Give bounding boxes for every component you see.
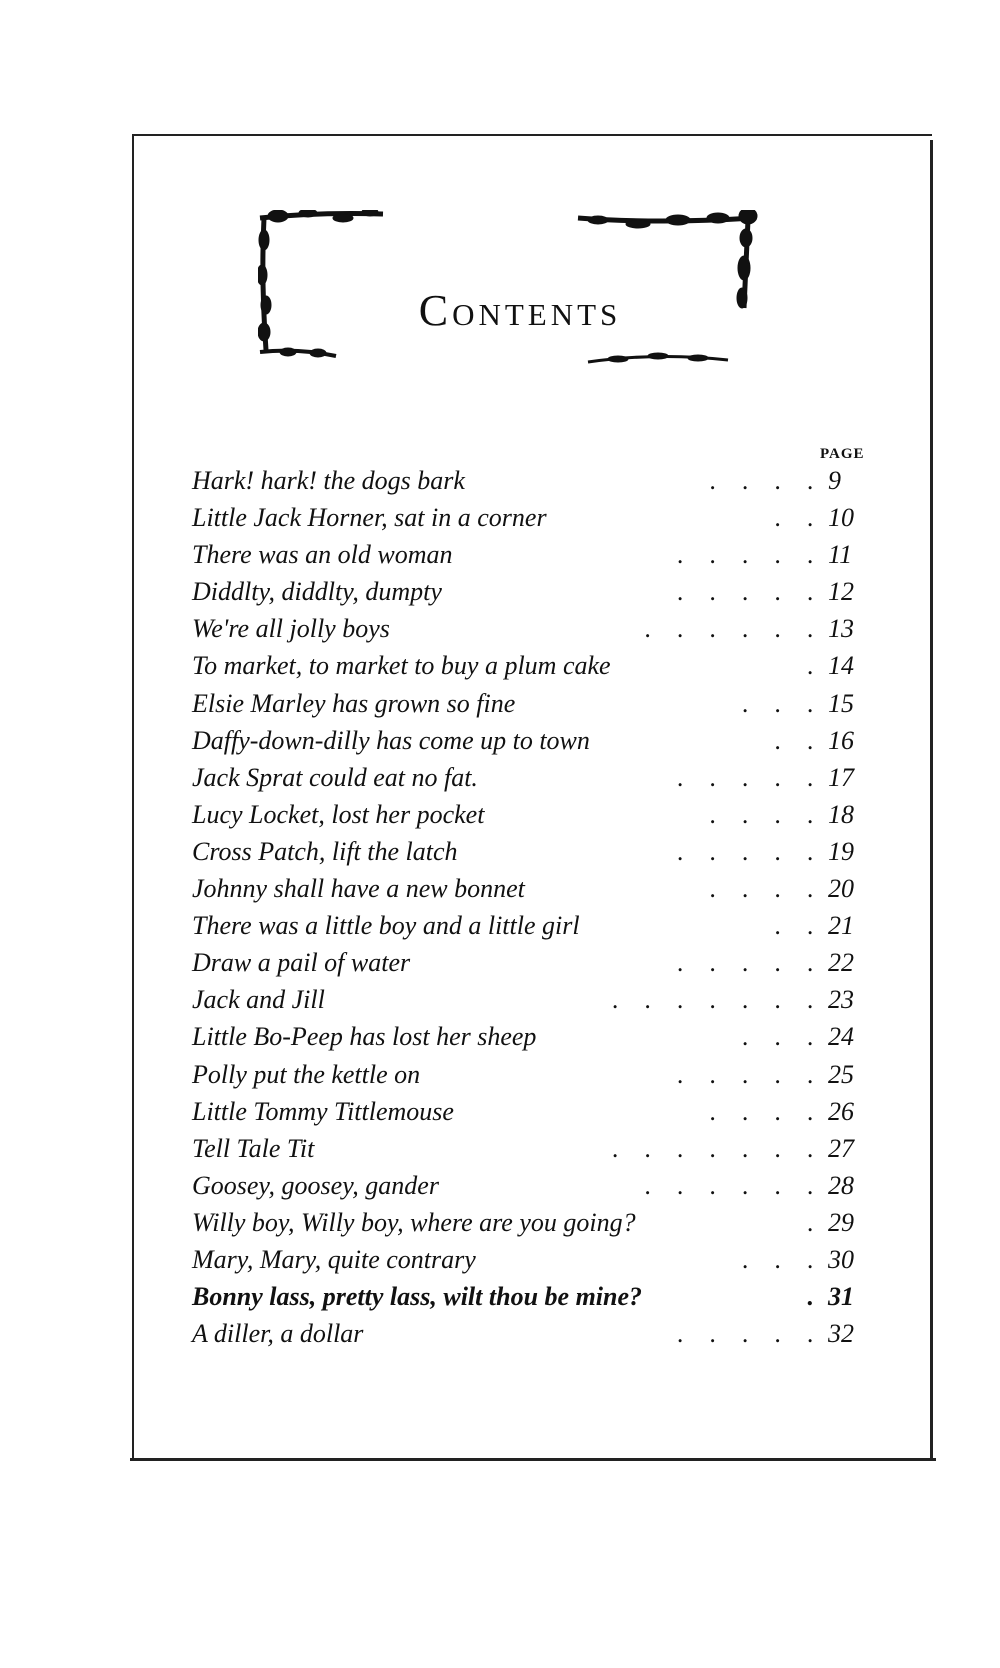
page-column-label: PAGE	[820, 446, 865, 462]
toc-entry[interactable]: Little Tommy Tittlemouse . . . . 26	[192, 1093, 880, 1130]
entry-title: There was an old woman	[192, 540, 453, 570]
entry-title: Elsie Marley has grown so fine	[192, 688, 516, 718]
toc-entry[interactable]: Diddlty, diddlty, dumpty . . . . . 12	[192, 573, 880, 610]
entry-page-number: 19	[828, 836, 854, 866]
entry-title: Little Jack Horner, sat in a corner	[192, 503, 547, 533]
toc-entry[interactable]: A diller, a dollar . . . . . 32	[192, 1315, 880, 1352]
toc-entry[interactable]: Draw a pail of water . . . . . 22	[192, 944, 880, 981]
entry-title: Draw a pail of water	[192, 948, 411, 978]
entry-title: Hark! hark! the dogs bark	[192, 466, 465, 495]
entry-page-number: 14	[828, 651, 854, 681]
entry-title: Tell Tale Tit	[192, 1133, 315, 1163]
toc-entry[interactable]: Willy boy, Willy boy, where are you going? . 29	[192, 1204, 880, 1241]
entry-page-number: 15	[828, 688, 854, 718]
toc-entry[interactable]: Little Bo-Peep has lost her sheep . . . 24	[192, 1018, 880, 1055]
entry-page-number: 26	[828, 1096, 854, 1126]
toc-entry[interactable]: Goosey, goosey, gander . . . . . . 28	[192, 1167, 880, 1204]
toc-entry[interactable]: Hark! hark! the dogs bark . . . . 9	[192, 462, 880, 499]
toc-entry[interactable]: Daffy-down-dilly has come up to town . . 16	[192, 722, 880, 759]
entry-page-number: 18	[828, 799, 854, 829]
frame-left-rule	[132, 134, 134, 1460]
entry-page-number: 28	[828, 1170, 854, 1200]
entry-title: Mary, Mary, quite contrary	[192, 1244, 476, 1274]
entry-page-number: 17	[828, 762, 854, 792]
toc-entry[interactable]: Bonny lass, pretty lass, wilt thou be mine? . 31	[192, 1278, 880, 1315]
entry-page-number: 22	[828, 948, 854, 978]
entry-title: Bonny lass, pretty lass, wilt thou be mine?	[192, 1282, 643, 1312]
toc-entry[interactable]: We're all jolly boys . . . . . . 13	[192, 610, 880, 647]
contents-list	[192, 462, 880, 1352]
entry-page-number: 11	[828, 540, 853, 570]
toc-entry[interactable]: Elsie Marley has grown so fine . . . 15	[192, 685, 880, 722]
entry-page-number: 10	[828, 503, 854, 533]
entry-page-number: 23	[828, 985, 854, 1015]
entry-title: Lucy Locket, lost her pocket	[192, 799, 485, 829]
toc-entry[interactable]: To market, to market to buy a plum cake . 14	[192, 647, 880, 684]
toc-entry[interactable]: Jack Sprat could eat no fat. . . . . . 17	[192, 759, 880, 796]
entry-title: Daffy-down-dilly has come up to town	[192, 725, 590, 755]
entry-page-number: 9	[828, 466, 841, 495]
entry-title: Little Bo-Peep has lost her sheep	[192, 1022, 537, 1052]
entry-page-number: 13	[828, 614, 854, 644]
toc-entry[interactable]: Cross Patch, lift the latch . . . . . 19	[192, 833, 880, 870]
entry-page-number: 30	[828, 1244, 854, 1274]
toc-entry[interactable]: Lucy Locket, lost her pocket . . . . 18	[192, 796, 880, 833]
entry-page-number: 21	[828, 911, 854, 941]
frame-right-rule	[930, 140, 933, 1458]
entry-title: Little Tommy Tittlemouse	[192, 1096, 454, 1126]
entry-page-number: 20	[828, 874, 854, 904]
entry-page-number: 25	[828, 1059, 854, 1089]
entry-title: Cross Patch, lift the latch	[192, 836, 458, 866]
entry-title: Willy boy, Willy boy, where are you going?	[192, 1207, 636, 1237]
page-title	[300, 285, 740, 336]
entry-page-number: 32	[828, 1319, 854, 1349]
entry-page-number: 31	[828, 1282, 854, 1312]
frame-top-rule	[132, 134, 932, 136]
toc-entry[interactable]: Johnny shall have a new bonnet . . . . 20	[192, 870, 880, 907]
entry-title: Jack and Jill	[192, 985, 325, 1015]
entry-title: A diller, a dollar	[192, 1319, 364, 1349]
toc-entry[interactable]: There was an old woman . . . . . 11	[192, 536, 880, 573]
entry-page-number: 27	[828, 1133, 854, 1163]
entry-title: Polly put the kettle on	[192, 1059, 421, 1089]
toc-entry[interactable]: Tell Tale Tit . . . . . . . 27	[192, 1130, 880, 1167]
frame-bottom-rule	[130, 1458, 936, 1461]
entry-title: There was a little boy and a little girl	[192, 911, 580, 941]
entry-title: To market, to market to buy a plum cake	[192, 651, 611, 681]
toc-entry[interactable]: Jack and Jill . . . . . . . 23	[192, 981, 880, 1018]
entry-page-number: 29	[828, 1207, 854, 1237]
entry-title: Johnny shall have a new bonnet	[192, 874, 525, 904]
toc-entry[interactable]: Mary, Mary, quite contrary . . . 30	[192, 1241, 880, 1278]
entry-title: We're all jolly boys	[192, 614, 390, 644]
entry-title: Jack Sprat could eat no fat.	[192, 762, 478, 792]
entry-page-number: 16	[828, 725, 854, 755]
entry-page-number: 12	[828, 577, 854, 607]
toc-entry[interactable]: Polly put the kettle on . . . . . 25	[192, 1056, 880, 1093]
toc-entry[interactable]: There was a little boy and a little girl . . 21	[192, 907, 880, 944]
entry-title: Diddlty, diddlty, dumpty	[192, 577, 442, 607]
entry-title: Goosey, goosey, gander	[192, 1170, 439, 1200]
title-text: Contents	[418, 286, 622, 335]
toc-entry[interactable]: Little Jack Horner, sat in a corner . . 10	[192, 499, 880, 536]
entry-page-number: 24	[828, 1022, 854, 1052]
